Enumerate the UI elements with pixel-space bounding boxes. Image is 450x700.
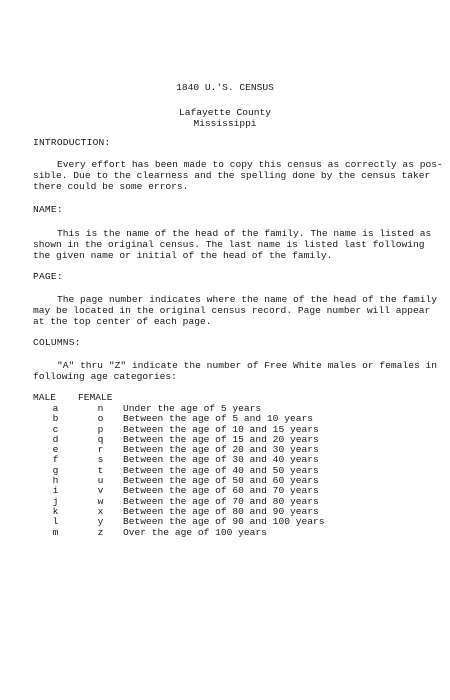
male-code: a: [52, 403, 59, 414]
table-body: [33, 404, 325, 538]
age-description: Over the age of 100 years: [123, 526, 267, 538]
female-code: s: [97, 454, 104, 466]
male-code: i: [52, 485, 59, 497]
age-description: Between the age of 10 and 15 years: [123, 423, 319, 435]
paragraph-line: "A" thru "Z" indicate the number of Free White males or females in: [57, 360, 437, 371]
age-description: Between the age of 80 and 90 years: [123, 505, 319, 517]
female-code: u: [97, 475, 104, 487]
male-code: f: [52, 454, 59, 466]
paragraph-line: Every effort has been made to copy this census as correctly as pos-: [57, 159, 443, 170]
age-description: Under the age of 5 years: [123, 403, 262, 414]
female-column-header: FEMALE: [78, 392, 113, 403]
male-code: m: [52, 526, 59, 538]
female-code: x: [97, 505, 104, 517]
male-code: e: [52, 444, 59, 456]
female-code: n: [97, 403, 104, 414]
paragraph-line: The page number indicates where the name of the head of the family: [57, 294, 437, 305]
male-column-header: MALE: [33, 392, 57, 403]
male-code: c: [52, 423, 59, 435]
age-description: Between the age of 15 and 20 years: [123, 433, 319, 445]
table-row: [33, 528, 325, 538]
age-description: Between the age of 50 and 60 years: [123, 475, 319, 487]
columns-heading: COLUMNS:: [33, 337, 81, 348]
columns-paragraph: [33, 360, 437, 382]
female-code: y: [97, 516, 104, 528]
paragraph-line: sible. Due to the clearness and the spelling done by the census taker: [33, 170, 431, 181]
age-description: Between the age of 70 and 80 years: [123, 495, 319, 507]
age-description: Between the age of 90 and 100 years: [123, 516, 325, 528]
male-code: g: [52, 464, 59, 476]
age-description: Between the age of 20 and 30 years: [123, 444, 319, 456]
name-paragraph: [33, 228, 432, 261]
document-title: 1840 U.'S. CENSUS: [176, 82, 274, 93]
paragraph-line: may be located in the original census record. Page number will appear: [33, 305, 431, 316]
introduction-heading: INTRODUCTION:: [33, 137, 111, 148]
paragraph-line: shown in the original census. The last name is listed last following: [33, 239, 425, 250]
age-description: Between the age of 60 and 70 years: [123, 485, 319, 497]
page-heading: PAGE:: [33, 271, 63, 282]
male-code: d: [52, 433, 59, 445]
paragraph-line: at the top center of each page.: [33, 316, 212, 327]
page-paragraph: [33, 294, 437, 327]
age-description: Between the age of 30 and 40 years: [123, 454, 319, 466]
male-code: j: [52, 495, 59, 507]
age-description: Between the age of 40 and 50 years: [123, 464, 319, 476]
age-description: Between the age of 5 and 10 years: [123, 413, 313, 425]
paragraph-line: following age categories:: [33, 371, 177, 382]
female-code: p: [97, 423, 104, 435]
male-code: h: [52, 475, 59, 487]
female-code: w: [97, 495, 104, 507]
female-code: o: [97, 413, 104, 425]
name-heading: NAME:: [33, 204, 63, 215]
male-code: b: [52, 413, 59, 425]
female-code: q: [97, 433, 104, 445]
age-category-table: [33, 393, 325, 538]
county-name: Lafayette County: [178, 107, 272, 118]
female-code: r: [97, 444, 104, 456]
state-name: Mississippi: [193, 118, 257, 129]
paragraph-line: there could be some errors.: [33, 181, 189, 192]
female-code: t: [97, 464, 104, 476]
female-code: z: [97, 526, 104, 538]
introduction-paragraph: [33, 159, 443, 192]
paragraph-line: This is the name of the head of the family. The name is listed as: [57, 228, 432, 239]
male-code: k: [52, 505, 59, 517]
male-code: l: [52, 516, 59, 528]
female-code: v: [97, 485, 104, 497]
paragraph-line: the given name or initial of the head of the family.: [33, 250, 333, 261]
